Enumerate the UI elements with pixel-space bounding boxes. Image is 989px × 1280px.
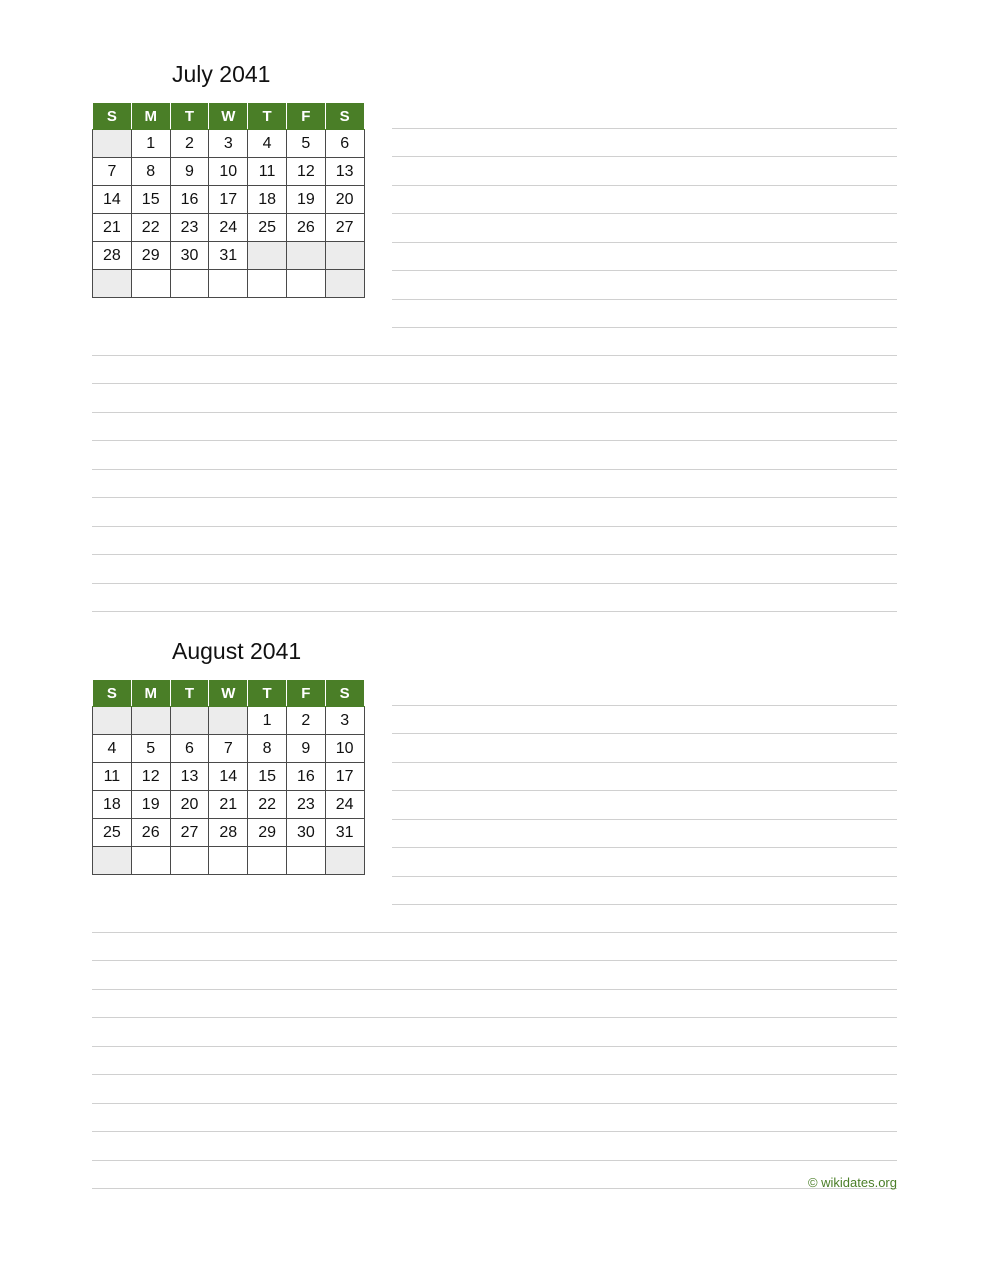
note-line	[92, 384, 897, 413]
day-cell: 2	[170, 130, 209, 158]
day-cell: 3	[325, 707, 364, 735]
day-cell: 9	[170, 158, 209, 186]
day-cell: 13	[170, 763, 209, 791]
note-line	[92, 933, 897, 962]
week-row	[93, 735, 365, 763]
day-cell: 19	[286, 186, 325, 214]
note-line	[92, 904, 897, 933]
day-cell: 28	[93, 242, 132, 270]
note-line	[92, 441, 897, 470]
day-cell: 2	[286, 707, 325, 735]
day-cell: 4	[248, 130, 287, 158]
day-cell: 21	[209, 791, 248, 819]
weekday-header-thursday: T	[248, 680, 287, 707]
day-cell: 3	[209, 130, 248, 158]
day-cell: 26	[131, 819, 170, 847]
august-full-notes	[92, 904, 897, 1189]
day-cell: 14	[209, 763, 248, 791]
weekday-header-saturday: S	[325, 103, 364, 130]
note-line	[392, 820, 897, 849]
note-line	[392, 129, 897, 158]
day-cell: 25	[248, 214, 287, 242]
week-row	[93, 130, 365, 158]
day-cell: 31	[325, 819, 364, 847]
day-cell	[286, 242, 325, 270]
weekday-header-saturday: S	[325, 680, 364, 707]
week-row	[93, 707, 365, 735]
day-cell	[209, 847, 248, 875]
day-cell	[286, 847, 325, 875]
weekday-header-sunday: S	[93, 680, 132, 707]
day-cell: 16	[286, 763, 325, 791]
day-cell: 20	[170, 791, 209, 819]
note-line	[392, 763, 897, 792]
day-cell: 23	[170, 214, 209, 242]
week-row	[93, 791, 365, 819]
note-line	[392, 243, 897, 272]
day-cell	[170, 847, 209, 875]
note-line	[92, 413, 897, 442]
weekday-header-friday: F	[286, 103, 325, 130]
day-cell	[325, 270, 364, 298]
day-cell: 10	[209, 158, 248, 186]
weekday-header-monday: M	[131, 103, 170, 130]
day-cell: 27	[170, 819, 209, 847]
month-title-july: July 2041	[172, 61, 271, 87]
day-cell: 16	[170, 186, 209, 214]
day-cell: 22	[131, 214, 170, 242]
day-cell	[248, 847, 287, 875]
day-cell	[248, 270, 287, 298]
note-line	[392, 848, 897, 877]
day-cell: 6	[170, 735, 209, 763]
note-line	[392, 706, 897, 735]
july-full-notes	[92, 327, 897, 612]
day-cell: 22	[248, 791, 287, 819]
day-cell: 7	[209, 735, 248, 763]
day-cell: 29	[131, 242, 170, 270]
day-cell	[131, 707, 170, 735]
day-cell	[93, 270, 132, 298]
day-cell: 4	[93, 735, 132, 763]
day-cell	[248, 242, 287, 270]
day-cell: 19	[131, 791, 170, 819]
weekday-header-tuesday: T	[170, 680, 209, 707]
day-cell: 18	[248, 186, 287, 214]
note-line	[92, 1047, 897, 1076]
weekday-header-row	[93, 103, 365, 130]
week-row	[93, 270, 365, 298]
day-cell: 5	[286, 130, 325, 158]
note-line	[392, 300, 897, 329]
week-row	[93, 158, 365, 186]
day-cell: 9	[286, 735, 325, 763]
week-row	[93, 186, 365, 214]
note-line	[92, 555, 897, 584]
day-cell: 27	[325, 214, 364, 242]
day-cell: 31	[209, 242, 248, 270]
day-cell: 29	[248, 819, 287, 847]
note-line	[392, 186, 897, 215]
week-row	[93, 819, 365, 847]
day-cell	[170, 707, 209, 735]
day-cell: 30	[286, 819, 325, 847]
day-cell: 8	[131, 158, 170, 186]
weekday-header-wednesday: W	[209, 680, 248, 707]
note-line	[92, 1075, 897, 1104]
day-cell	[325, 847, 364, 875]
note-line	[92, 498, 897, 527]
day-cell: 11	[248, 158, 287, 186]
day-cell: 17	[325, 763, 364, 791]
day-cell: 30	[170, 242, 209, 270]
day-cell: 24	[209, 214, 248, 242]
day-cell: 11	[93, 763, 132, 791]
weekday-header-row	[93, 680, 365, 707]
day-cell	[170, 270, 209, 298]
day-cell: 23	[286, 791, 325, 819]
day-cell: 17	[209, 186, 248, 214]
weekday-header-monday: M	[131, 680, 170, 707]
day-cell: 1	[248, 707, 287, 735]
note-line	[392, 677, 897, 706]
day-cell: 7	[93, 158, 132, 186]
day-cell: 26	[286, 214, 325, 242]
day-cell: 1	[131, 130, 170, 158]
week-row	[93, 242, 365, 270]
day-cell: 5	[131, 735, 170, 763]
week-row	[93, 214, 365, 242]
weekday-header-thursday: T	[248, 103, 287, 130]
day-cell: 13	[325, 158, 364, 186]
note-line	[92, 990, 897, 1019]
note-line	[392, 157, 897, 186]
july-side-notes	[392, 100, 897, 328]
note-line	[92, 961, 897, 990]
august-side-notes	[392, 677, 897, 905]
day-cell	[131, 847, 170, 875]
month-title-august: August 2041	[172, 638, 302, 664]
calendar-table-august	[92, 679, 365, 875]
weekday-header-friday: F	[286, 680, 325, 707]
day-cell	[209, 707, 248, 735]
day-cell: 24	[325, 791, 364, 819]
note-line	[92, 470, 897, 499]
day-cell	[93, 130, 132, 158]
weekday-header-tuesday: T	[170, 103, 209, 130]
day-cell	[93, 847, 132, 875]
weekday-header-sunday: S	[93, 103, 132, 130]
note-line	[392, 214, 897, 243]
note-line	[92, 584, 897, 613]
day-cell: 15	[131, 186, 170, 214]
note-line	[92, 527, 897, 556]
day-cell: 21	[93, 214, 132, 242]
month-block-july	[92, 60, 365, 298]
day-cell: 18	[93, 791, 132, 819]
week-row	[93, 847, 365, 875]
note-line	[92, 1161, 897, 1190]
note-line	[392, 877, 897, 906]
note-line	[92, 356, 897, 385]
day-cell	[131, 270, 170, 298]
day-cell: 8	[248, 735, 287, 763]
note-line	[392, 100, 897, 129]
note-line	[392, 791, 897, 820]
day-cell	[286, 270, 325, 298]
day-cell: 25	[93, 819, 132, 847]
day-cell: 10	[325, 735, 364, 763]
month-block-august	[92, 637, 365, 875]
note-line	[92, 1104, 897, 1133]
day-cell: 20	[325, 186, 364, 214]
calendar-table-july	[92, 102, 365, 298]
day-cell: 12	[286, 158, 325, 186]
note-line	[92, 327, 897, 356]
day-cell: 15	[248, 763, 287, 791]
day-cell: 14	[93, 186, 132, 214]
day-cell	[93, 707, 132, 735]
note-line	[392, 271, 897, 300]
note-line	[392, 734, 897, 763]
day-cell: 12	[131, 763, 170, 791]
footer-credit[interactable]: © wikidates.org	[807, 1175, 897, 1190]
note-line	[92, 1132, 897, 1161]
weekday-header-wednesday: W	[209, 103, 248, 130]
day-cell: 6	[325, 130, 364, 158]
day-cell	[325, 242, 364, 270]
day-cell: 28	[209, 819, 248, 847]
day-cell	[209, 270, 248, 298]
note-line	[92, 1018, 897, 1047]
week-row	[93, 763, 365, 791]
